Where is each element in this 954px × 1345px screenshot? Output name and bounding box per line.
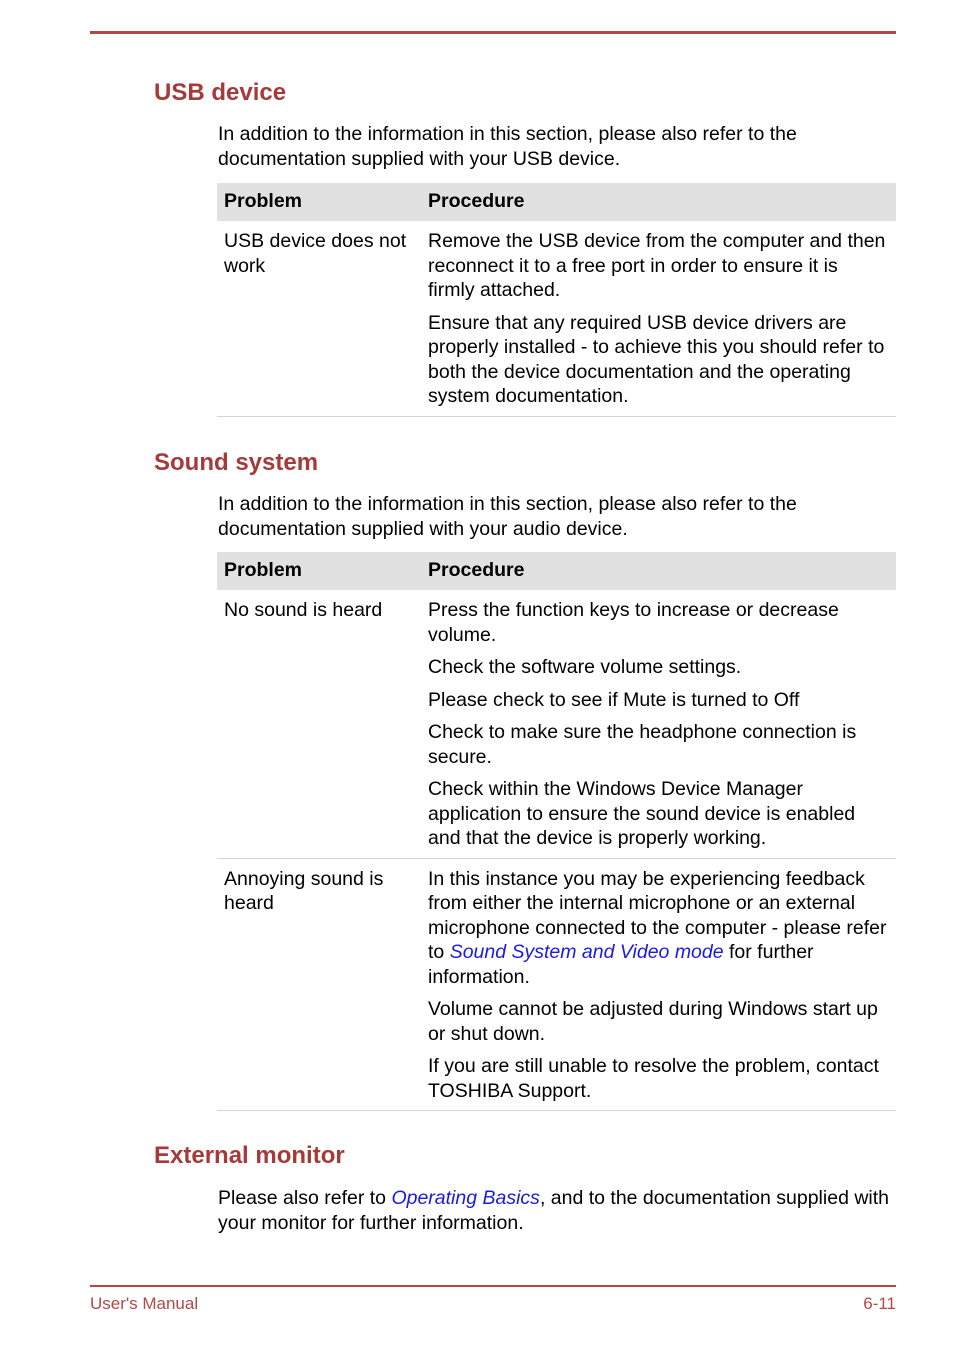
procedure-cell [421, 858, 896, 1111]
problem-header: Problem [217, 183, 421, 221]
table-row [217, 590, 896, 858]
procedure-cell [421, 590, 896, 858]
problem-cell: USB device does not work [217, 221, 421, 416]
intro-text: Please also refer to [218, 1187, 392, 1209]
intro-text: , and to the documentation supplied with your monitor for further information. [218, 1187, 890, 1234]
procedure-step [428, 867, 889, 990]
procedure-step: Check the software volume settings. [428, 656, 742, 678]
procedure-header: Procedure [421, 183, 896, 221]
sound-system-video-mode-link[interactable]: Sound System and Video mode [449, 941, 724, 963]
procedure-step: Check within the Windows Device Manager application to ensure the sound device is enabled and that the device is properly working. [428, 778, 856, 849]
procedure-step: Please check to see if Mute is turned to Off [428, 688, 800, 711]
usb-device-heading: USB device [154, 79, 287, 106]
sound-system-table [217, 552, 896, 1111]
table-row [217, 221, 896, 416]
procedure-cell [421, 221, 896, 416]
table-row [217, 858, 896, 1111]
procedure-text: for further information. [428, 941, 814, 988]
table-header-row [217, 183, 896, 221]
procedure-step: Press the function keys to increase or decrease volume. [428, 599, 839, 646]
problem-cell: No sound is heard [217, 590, 421, 858]
external-monitor-intro [218, 1186, 898, 1235]
procedure-text: In this instance you may be experiencing feedback from either the internal microphone or an external microphone connected to the computer - please refer to [428, 867, 887, 963]
external-monitor-heading: External monitor [154, 1142, 345, 1169]
sound-system-heading: Sound system [154, 449, 319, 476]
footer-manual-title: User's Manual [90, 1294, 199, 1313]
procedure-step: Remove the USB device from the computer and then reconnect it to a free port in order to ensure it is firmly attached. [428, 230, 886, 301]
usb-device-table [217, 183, 896, 417]
usb-device-intro: In addition to the information in this section, please also refer to the documentation supplied with your USB device. [218, 123, 797, 170]
problem-cell: Annoying sound is heard [217, 858, 421, 1111]
top-rule [90, 31, 896, 34]
problem-header: Problem [217, 552, 421, 590]
procedure-step: If you are still unable to resolve the problem, contact TOSHIBA Support. [428, 1055, 879, 1102]
procedure-header: Procedure [421, 552, 896, 590]
bottom-rule [90, 1285, 896, 1287]
procedure-step: Volume cannot be adjusted during Windows start up or shut down. [428, 998, 878, 1045]
footer-page-number: 6-11 [863, 1294, 896, 1313]
sound-system-intro: In addition to the information in this section, please also refer to the documentation supplied with your audio device. [218, 493, 797, 540]
procedure-step: Ensure that any required USB device drivers are properly installed - to achieve this you should refer to both the device documentation and the operating system documentation. [428, 311, 885, 407]
operating-basics-link[interactable]: Operating Basics [391, 1187, 540, 1209]
table-header-row [217, 552, 896, 590]
procedure-step: Check to make sure the headphone connection is secure. [428, 721, 857, 768]
